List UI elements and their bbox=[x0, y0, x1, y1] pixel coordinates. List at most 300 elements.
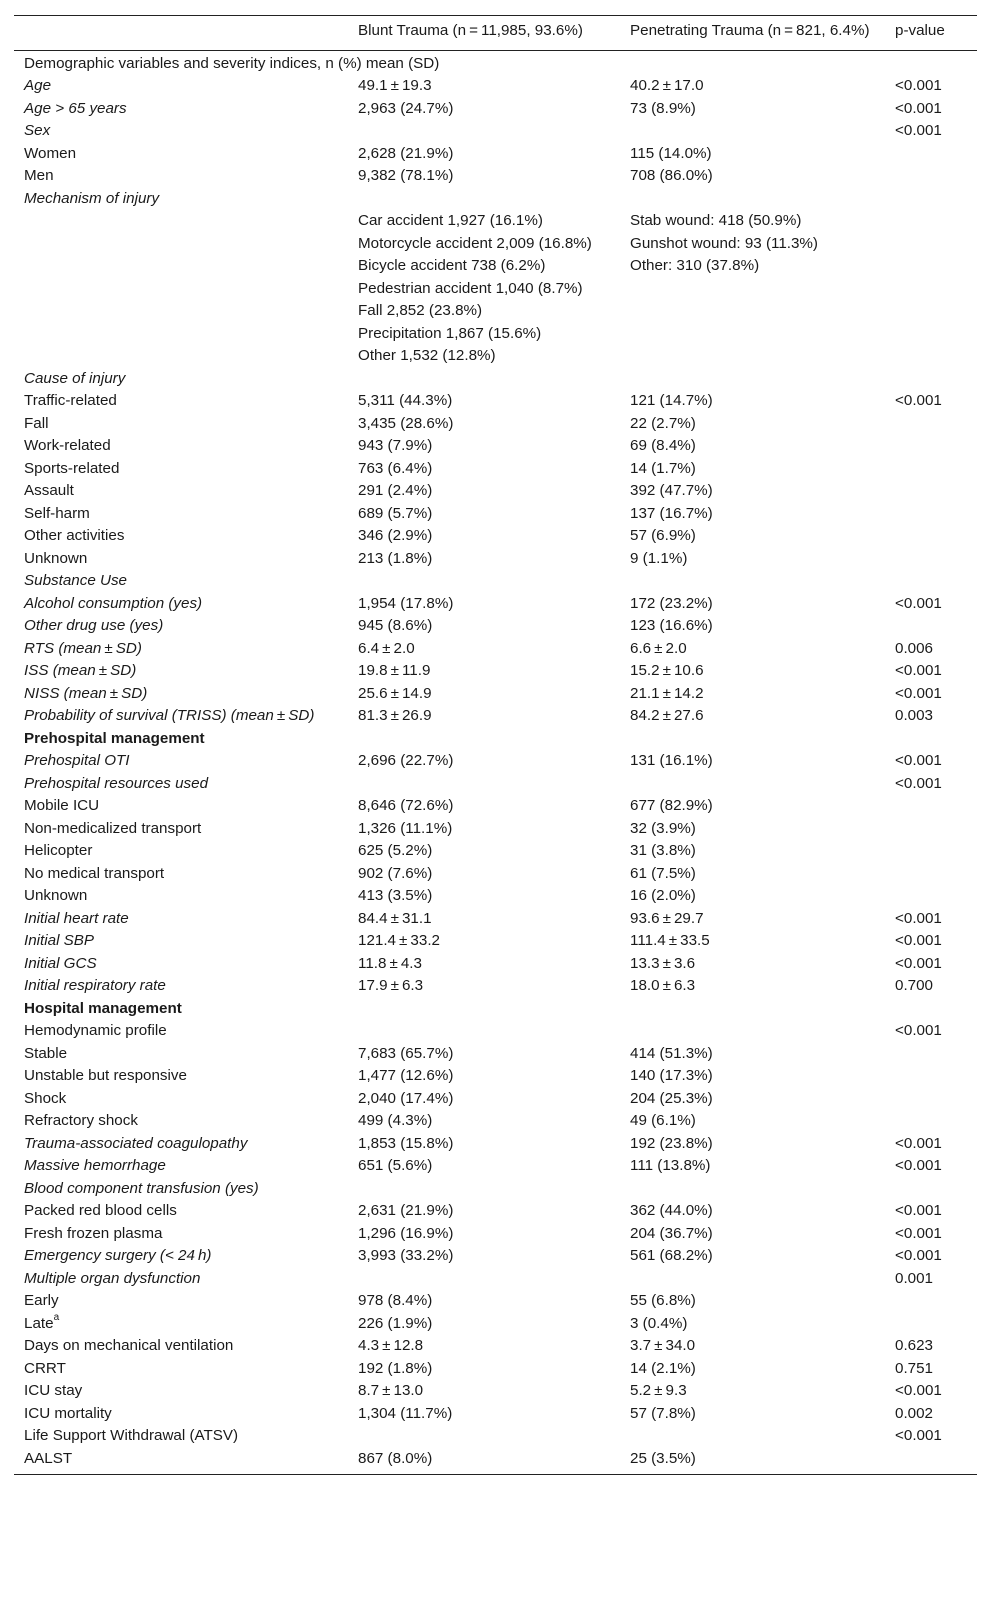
variable-cell bbox=[14, 278, 348, 301]
variable-cell: Men bbox=[24, 167, 54, 184]
p-value-cell: 0.006 bbox=[895, 639, 934, 657]
p-value-cell bbox=[885, 323, 977, 346]
variable-cell: NISS (mean ± SD) bbox=[24, 684, 148, 702]
section-label: Demographic variables and severity indices, n (%) mean (SD) bbox=[24, 54, 440, 72]
variable-cell: Prehospital OTI bbox=[24, 752, 130, 769]
table-row bbox=[14, 818, 977, 841]
variable-cell: Initial heart rate bbox=[24, 909, 129, 927]
table-row bbox=[14, 1133, 977, 1156]
penetrating-cell: 22 (2.7%) bbox=[630, 414, 696, 432]
penetrating-cell bbox=[620, 323, 885, 346]
p-value-cell bbox=[885, 255, 977, 278]
variable-cell: Cause of injury bbox=[24, 369, 126, 387]
penetrating-cell: 123 (16.6%) bbox=[630, 617, 713, 634]
p-value-cell: <0.001 bbox=[895, 1224, 942, 1242]
table-row bbox=[14, 1403, 977, 1426]
penetrating-cell: 362 (44.0%) bbox=[630, 1202, 713, 1219]
variable-cell: Life Support Withdrawal (ATSV) bbox=[24, 1427, 239, 1444]
table-row bbox=[14, 1448, 977, 1475]
blunt-cell: 8.7 ± 13.0 bbox=[358, 1382, 424, 1399]
penetrating-cell bbox=[620, 345, 885, 368]
penetrating-cell bbox=[620, 773, 885, 796]
variable-cell: Age bbox=[24, 77, 52, 94]
table-row bbox=[14, 840, 977, 863]
p-value-cell bbox=[885, 1313, 977, 1336]
variable-cell: Women bbox=[24, 144, 77, 162]
blunt-cell: 17.9 ± 6.3 bbox=[358, 977, 424, 994]
blunt-cell: 2,040 (17.4%) bbox=[358, 1089, 454, 1107]
p-value-cell bbox=[885, 210, 977, 233]
blunt-cell: Bicycle accident 738 (6.2%) bbox=[358, 257, 546, 274]
blunt-cell: 945 (8.6%) bbox=[358, 617, 433, 634]
table-row bbox=[14, 998, 977, 1021]
p-value-cell bbox=[885, 368, 977, 391]
table-row bbox=[14, 1380, 977, 1403]
p-value-cell: <0.001 bbox=[895, 909, 942, 927]
table-row bbox=[14, 1110, 977, 1133]
p-value-cell: <0.001 bbox=[895, 1427, 942, 1444]
variable-cell: Probability of survival (TRISS) (mean ± SD) bbox=[24, 707, 315, 724]
variable-cell: Unknown bbox=[24, 549, 88, 567]
variable-cell: Prehospital management bbox=[24, 729, 205, 747]
table-row bbox=[14, 773, 977, 796]
p-value-cell bbox=[885, 435, 977, 458]
table-row bbox=[14, 120, 977, 143]
penetrating-cell: 115 (14.0%) bbox=[630, 144, 712, 162]
blunt-cell: 213 (1.8%) bbox=[358, 549, 433, 567]
penetrating-cell: 21.1 ± 14.2 bbox=[630, 684, 704, 702]
table-row bbox=[14, 750, 977, 773]
blunt-cell bbox=[348, 998, 620, 1021]
p-value-cell: <0.001 bbox=[895, 662, 942, 679]
penetrating-cell: 18.0 ± 6.3 bbox=[630, 977, 696, 994]
variable-cell: Trauma-associated coagulopathy bbox=[24, 1134, 248, 1152]
table-row bbox=[14, 1223, 977, 1246]
penetrating-cell: 414 (51.3%) bbox=[630, 1044, 713, 1062]
table-row bbox=[14, 930, 977, 953]
penetrating-cell: 172 (23.2%) bbox=[630, 594, 713, 612]
blunt-cell: 8,646 (72.6%) bbox=[358, 797, 454, 814]
variable-cell: Days on mechanical ventilation bbox=[24, 1337, 234, 1354]
table-body bbox=[14, 50, 977, 1475]
variable-cell bbox=[14, 255, 348, 278]
variable-cell: Assault bbox=[24, 482, 74, 499]
penetrating-cell: 73 (8.9%) bbox=[630, 99, 696, 117]
blunt-cell: 4.3 ± 12.8 bbox=[358, 1337, 424, 1354]
p-value-cell bbox=[885, 413, 977, 436]
p-value-cell: <0.001 bbox=[895, 77, 942, 94]
penetrating-cell: 6.6 ± 2.0 bbox=[630, 639, 687, 657]
variable-cell: ICU mortality bbox=[24, 1404, 112, 1422]
table-row bbox=[14, 233, 977, 256]
variable-cell: Non-medicalized transport bbox=[24, 819, 202, 837]
penetrating-cell: 14 (1.7%) bbox=[630, 459, 696, 477]
table-row bbox=[14, 975, 977, 998]
table-row bbox=[14, 593, 977, 616]
penetrating-cell: 3 (0.4%) bbox=[630, 1314, 688, 1332]
penetrating-cell: 14 (2.1%) bbox=[630, 1359, 696, 1377]
penetrating-cell: 708 (86.0%) bbox=[630, 167, 713, 184]
p-value-cell bbox=[885, 615, 977, 638]
penetrating-cell: 69 (8.4%) bbox=[630, 437, 696, 454]
table-row bbox=[14, 660, 977, 683]
table-row bbox=[14, 368, 977, 391]
variable-cell: Unstable but responsive bbox=[24, 1067, 187, 1084]
p-value-cell: 0.002 bbox=[895, 1404, 934, 1422]
data-table bbox=[14, 15, 977, 1475]
penetrating-cell: 55 (6.8%) bbox=[630, 1292, 696, 1309]
penetrating-cell bbox=[620, 728, 885, 751]
variable-cell: Early bbox=[24, 1292, 59, 1309]
blunt-cell bbox=[348, 1020, 620, 1043]
p-value-cell bbox=[885, 548, 977, 571]
table-row bbox=[14, 728, 977, 751]
penetrating-cell: 25 (3.5%) bbox=[620, 1448, 885, 1475]
blunt-cell: Motorcycle accident 2,009 (16.8%) bbox=[358, 234, 592, 252]
table-row bbox=[14, 908, 977, 931]
blunt-cell: 346 (2.9%) bbox=[358, 527, 433, 544]
p-value-cell bbox=[885, 345, 977, 368]
p-value-cell bbox=[885, 278, 977, 301]
blunt-cell: 689 (5.7%) bbox=[358, 504, 433, 522]
p-value-cell bbox=[885, 165, 977, 188]
table-row bbox=[14, 413, 977, 436]
p-value-cell: 0.001 bbox=[895, 1269, 934, 1287]
penetrating-cell: 111 (13.8%) bbox=[630, 1157, 711, 1174]
table-row bbox=[14, 1358, 977, 1381]
p-value-cell bbox=[885, 1290, 977, 1313]
table-row bbox=[14, 1335, 977, 1358]
table-row bbox=[14, 1043, 977, 1066]
table-row bbox=[14, 885, 977, 908]
variable-cell: Mechanism of injury bbox=[24, 189, 160, 207]
blunt-cell: 1,954 (17.8%) bbox=[358, 594, 454, 612]
blunt-cell: Precipitation 1,867 (15.6%) bbox=[358, 324, 542, 342]
variable-cell bbox=[14, 1313, 348, 1336]
penetrating-cell: 131 (16.1%) bbox=[630, 752, 713, 769]
blunt-cell: 291 (2.4%) bbox=[358, 482, 433, 499]
variable-cell: CRRT bbox=[24, 1359, 66, 1377]
table-row bbox=[14, 1425, 977, 1448]
variable-cell bbox=[14, 323, 348, 346]
p-value-cell: <0.001 bbox=[895, 1202, 942, 1219]
variable-cell: Hospital management bbox=[24, 999, 182, 1017]
p-value-cell: 0.700 bbox=[895, 977, 934, 994]
variable-cell: Self-harm bbox=[24, 504, 90, 522]
p-value-cell: <0.001 bbox=[895, 932, 942, 949]
penetrating-cell: 40.2 ± 17.0 bbox=[630, 77, 704, 94]
p-value-cell bbox=[885, 570, 977, 593]
penetrating-cell bbox=[620, 278, 885, 301]
penetrating-cell bbox=[620, 1020, 885, 1043]
p-value-cell: <0.001 bbox=[895, 752, 942, 769]
p-value-cell: <0.001 bbox=[895, 122, 942, 139]
blunt-cell: 1,853 (15.8%) bbox=[358, 1134, 454, 1152]
blunt-cell: 2,696 (22.7%) bbox=[358, 752, 454, 769]
p-value-cell bbox=[885, 1110, 977, 1133]
header-penetrating: Penetrating Trauma (n = 821, 6.4%) bbox=[620, 16, 885, 51]
p-value-cell: <0.001 bbox=[895, 1247, 942, 1264]
penetrating-cell: 204 (25.3%) bbox=[630, 1089, 713, 1107]
penetrating-cell: Stab wound: 418 (50.9%) bbox=[630, 212, 802, 229]
variable-cell: Initial SBP bbox=[24, 932, 95, 949]
blunt-cell: 763 (6.4%) bbox=[358, 459, 433, 477]
variable-cell: Massive hemorrhage bbox=[24, 1157, 166, 1174]
table-row bbox=[14, 1290, 977, 1313]
p-value-cell bbox=[885, 503, 977, 526]
table-row bbox=[14, 1155, 977, 1178]
table-row bbox=[14, 953, 977, 976]
blunt-cell: 84.4 ± 31.1 bbox=[358, 909, 432, 927]
penetrating-cell: 111.4 ± 33.5 bbox=[630, 932, 710, 949]
penetrating-cell: 561 (68.2%) bbox=[630, 1247, 713, 1264]
variable-cell: Alcohol consumption (yes) bbox=[24, 594, 203, 612]
p-value-cell bbox=[885, 233, 977, 256]
variable-cell: Helicopter bbox=[24, 842, 93, 859]
table-row bbox=[14, 503, 977, 526]
variable-cell: Refractory shock bbox=[24, 1112, 138, 1129]
p-value-cell bbox=[885, 143, 977, 166]
variable-cell: RTS (mean ± SD) bbox=[24, 639, 142, 657]
blunt-cell: 5,311 (44.3%) bbox=[358, 392, 453, 409]
p-value-cell bbox=[885, 300, 977, 323]
variable-cell: ICU stay bbox=[24, 1382, 83, 1399]
variable-cell: Fresh frozen plasma bbox=[24, 1224, 163, 1242]
p-value-cell bbox=[885, 818, 977, 841]
variable-cell: Prehospital resources used bbox=[24, 774, 209, 792]
p-value-cell bbox=[885, 480, 977, 503]
penetrating-cell: 61 (7.5%) bbox=[630, 864, 696, 882]
blunt-cell: 121.4 ± 33.2 bbox=[358, 932, 440, 949]
p-value-cell bbox=[885, 863, 977, 886]
table-row bbox=[14, 1200, 977, 1223]
penetrating-cell bbox=[620, 368, 885, 391]
variable-cell: No medical transport bbox=[24, 864, 165, 882]
table-row bbox=[14, 570, 977, 593]
p-value-cell: 0.003 bbox=[895, 707, 934, 724]
penetrating-cell bbox=[620, 570, 885, 593]
table-row bbox=[14, 345, 977, 368]
variable-cell: Sex bbox=[24, 122, 51, 139]
header-blunt: Blunt Trauma (n = 11,985, 93.6%) bbox=[348, 16, 620, 51]
variable-cell: Other drug use (yes) bbox=[24, 617, 164, 634]
blunt-cell: 413 (3.5%) bbox=[358, 887, 433, 904]
blunt-cell: 978 (8.4%) bbox=[358, 1292, 433, 1309]
p-value-cell bbox=[885, 998, 977, 1021]
p-value-cell bbox=[885, 840, 977, 863]
table-container bbox=[14, 15, 977, 1475]
blunt-cell: 7,683 (65.7%) bbox=[358, 1044, 454, 1062]
blunt-cell: 1,296 (16.9%) bbox=[358, 1224, 454, 1242]
variable-cell: Multiple organ dysfunction bbox=[24, 1269, 201, 1287]
p-value-cell: <0.001 bbox=[895, 1022, 942, 1039]
variable-cell: Unknown bbox=[24, 887, 88, 904]
penetrating-cell: 9 (1.1%) bbox=[630, 549, 688, 567]
p-value-cell bbox=[885, 458, 977, 481]
table-row bbox=[14, 165, 977, 188]
table-row bbox=[14, 683, 977, 706]
table-row bbox=[14, 75, 977, 98]
p-value-cell: <0.001 bbox=[895, 954, 942, 972]
table-row bbox=[14, 300, 977, 323]
blunt-cell: 499 (4.3%) bbox=[358, 1112, 433, 1129]
blunt-cell bbox=[348, 368, 620, 391]
penetrating-cell: 15.2 ± 10.6 bbox=[630, 662, 704, 679]
p-value-cell bbox=[885, 885, 977, 908]
table-row bbox=[14, 863, 977, 886]
blunt-cell: 651 (5.6%) bbox=[358, 1157, 433, 1174]
penetrating-cell: 192 (23.8%) bbox=[630, 1134, 713, 1152]
penetrating-cell bbox=[620, 300, 885, 323]
blunt-cell bbox=[348, 1178, 620, 1201]
table-row bbox=[14, 435, 977, 458]
footnote-marker: a bbox=[53, 1312, 60, 1324]
variable-cell: Other activities bbox=[24, 527, 125, 544]
blunt-cell: 19.8 ± 11.9 bbox=[358, 662, 431, 679]
blunt-cell: 1,477 (12.6%) bbox=[358, 1067, 454, 1084]
blunt-cell bbox=[348, 120, 620, 143]
variable-cell: Fall bbox=[24, 414, 49, 432]
table-row bbox=[14, 458, 977, 481]
blunt-cell: 3,435 (28.6%) bbox=[358, 414, 454, 432]
blunt-cell: 49.1 ± 19.3 bbox=[358, 77, 432, 94]
table-row bbox=[14, 1313, 977, 1336]
table-row bbox=[14, 390, 977, 413]
blunt-cell: 625 (5.2%) bbox=[358, 842, 433, 859]
blunt-cell bbox=[348, 570, 620, 593]
penetrating-cell: 121 (14.7%) bbox=[630, 392, 713, 409]
header-variable bbox=[14, 16, 348, 51]
penetrating-cell: 84.2 ± 27.6 bbox=[630, 707, 704, 724]
blunt-cell: 943 (7.9%) bbox=[358, 437, 433, 454]
table-row bbox=[14, 705, 977, 728]
penetrating-cell bbox=[620, 998, 885, 1021]
variable-cell: Blood component transfusion (yes) bbox=[24, 1179, 259, 1197]
penetrating-cell: 16 (2.0%) bbox=[630, 887, 696, 904]
blunt-cell bbox=[348, 1268, 620, 1291]
variable-cell: Sports-related bbox=[24, 459, 120, 477]
penetrating-cell: Other: 310 (37.8%) bbox=[630, 257, 760, 274]
blunt-cell: 25.6 ± 14.9 bbox=[358, 684, 432, 702]
penetrating-cell: 49 (6.1%) bbox=[630, 1112, 696, 1129]
p-value-cell: <0.001 bbox=[895, 684, 942, 702]
variable-cell: AALST bbox=[14, 1448, 348, 1475]
blunt-cell: Car accident 1,927 (16.1%) bbox=[358, 212, 543, 229]
blunt-cell bbox=[348, 188, 620, 211]
penetrating-cell: Gunshot wound: 93 (11.3%) bbox=[630, 234, 818, 252]
variable-cell: Age > 65 years bbox=[24, 99, 127, 117]
variable-cell: Work-related bbox=[24, 437, 111, 454]
table-row bbox=[14, 480, 977, 503]
table-row bbox=[14, 795, 977, 818]
penetrating-cell: 137 (16.7%) bbox=[630, 504, 713, 522]
table-row bbox=[14, 1268, 977, 1291]
blunt-cell: 2,628 (21.9%) bbox=[358, 144, 454, 162]
variable-cell bbox=[14, 233, 348, 256]
variable-cell: Emergency surgery (< 24 h) bbox=[24, 1247, 212, 1264]
variable-cell: Traffic-related bbox=[24, 392, 117, 409]
variable-label: Late bbox=[24, 1314, 54, 1332]
p-value-cell: 0.751 bbox=[895, 1359, 934, 1377]
penetrating-cell: 32 (3.9%) bbox=[630, 819, 696, 837]
p-value-cell: <0.001 bbox=[895, 1157, 942, 1174]
penetrating-cell: 5.2 ± 9.3 bbox=[630, 1382, 687, 1399]
blunt-cell bbox=[348, 728, 620, 751]
p-value-cell bbox=[885, 795, 977, 818]
penetrating-cell bbox=[620, 1178, 885, 1201]
penetrating-cell: 204 (36.7%) bbox=[630, 1224, 713, 1242]
blunt-cell bbox=[348, 773, 620, 796]
table-row bbox=[14, 188, 977, 211]
table-row bbox=[14, 50, 977, 75]
blunt-cell: Other 1,532 (12.8%) bbox=[358, 347, 496, 364]
table-row bbox=[14, 525, 977, 548]
table-row bbox=[14, 98, 977, 121]
penetrating-cell: 392 (47.7%) bbox=[630, 482, 713, 499]
blunt-cell: Pedestrian accident 1,040 (8.7%) bbox=[358, 279, 583, 297]
table-row bbox=[14, 255, 977, 278]
variable-cell: Mobile ICU bbox=[24, 797, 100, 814]
blunt-cell: 9,382 (78.1%) bbox=[358, 167, 454, 184]
p-value-cell bbox=[885, 728, 977, 751]
blunt-cell: 902 (7.6%) bbox=[358, 864, 433, 882]
variable-cell: Stable bbox=[24, 1044, 68, 1062]
blunt-cell: 2,631 (21.9%) bbox=[358, 1202, 454, 1219]
blunt-cell: 11.8 ± 4.3 bbox=[358, 954, 422, 972]
variable-cell bbox=[14, 210, 348, 233]
table-row bbox=[14, 1178, 977, 1201]
blunt-cell bbox=[348, 1425, 620, 1448]
blunt-cell: Fall 2,852 (23.8%) bbox=[358, 302, 483, 319]
variable-cell bbox=[14, 300, 348, 323]
p-value-cell: <0.001 bbox=[895, 594, 942, 612]
variable-cell: Initial GCS bbox=[24, 954, 97, 972]
p-value-cell bbox=[885, 1065, 977, 1088]
table-row bbox=[14, 1065, 977, 1088]
p-value-cell: <0.001 bbox=[895, 1382, 942, 1399]
blunt-cell: 192 (1.8%) bbox=[358, 1359, 433, 1377]
variable-cell: Substance Use bbox=[24, 572, 127, 589]
table-row bbox=[14, 548, 977, 571]
table-row bbox=[14, 1020, 977, 1043]
penetrating-cell: 93.6 ± 29.7 bbox=[630, 909, 704, 927]
blunt-cell: 226 (1.9%) bbox=[358, 1314, 433, 1332]
table-header bbox=[14, 16, 977, 51]
penetrating-cell bbox=[620, 1425, 885, 1448]
penetrating-cell: 140 (17.3%) bbox=[630, 1067, 713, 1084]
penetrating-cell: 3.7 ± 34.0 bbox=[630, 1337, 696, 1354]
blunt-cell: 2,963 (24.7%) bbox=[358, 99, 454, 117]
p-value-cell: 0.623 bbox=[895, 1337, 934, 1354]
penetrating-cell: 57 (7.8%) bbox=[630, 1404, 696, 1422]
p-value-cell bbox=[885, 1178, 977, 1201]
penetrating-cell bbox=[620, 188, 885, 211]
p-value-cell: <0.001 bbox=[895, 392, 942, 409]
table-row bbox=[14, 1245, 977, 1268]
variable-cell: Packed red blood cells bbox=[24, 1202, 177, 1219]
p-value-cell bbox=[885, 188, 977, 211]
blunt-cell: 867 (8.0%) bbox=[348, 1448, 620, 1475]
p-value-cell: <0.001 bbox=[895, 774, 942, 792]
variable-cell: Shock bbox=[24, 1089, 67, 1107]
blunt-cell: 81.3 ± 26.9 bbox=[358, 707, 432, 724]
table-row bbox=[14, 638, 977, 661]
p-value-cell bbox=[885, 1088, 977, 1111]
penetrating-cell: 13.3 ± 3.6 bbox=[630, 954, 696, 972]
variable-cell: Initial respiratory rate bbox=[24, 977, 166, 994]
header-row bbox=[14, 16, 977, 51]
penetrating-cell bbox=[620, 1268, 885, 1291]
